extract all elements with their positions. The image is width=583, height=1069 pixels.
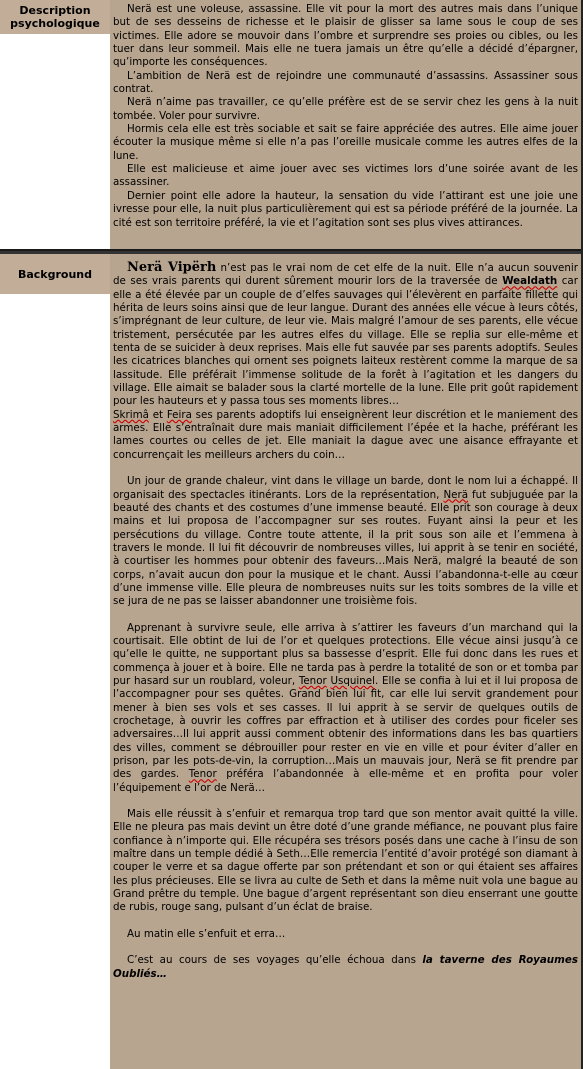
- description-paragraph: Elle est malicieuse et aime jouer avec ses victimes lors d’une soirée avant de les assassiner.: [113, 163, 578, 189]
- description-paragraph: Nerä est une voleuse, assassine. Elle vit pour la mort des autres mais dans l’unique but de ses desseins de richesse et le plaisir de glisser sa lame sous le coup de ses victimes. Elle adore se mouvoir dans l’ombre et surprendre ses proies ou cibles, ou les tuer dans leur sommeil. Mais elle ne tuera jamais un être qu’elle a décidé d’épargner, qu’importe les conséquences.: [113, 3, 578, 69]
- text-run: Un jour de grande chaleur, vint dans le village un barde, dont le nom lui a échappé. Il organisait des spectacles itinérants. Lors de la représentation,: [113, 475, 578, 501]
- mentor-surname: Usquinel: [330, 674, 375, 687]
- background-label: [0, 251, 110, 294]
- description-paragraph: L’ambition de Nerä est de rejoindre une communauté d’assassins. Assassiner sous contrat.: [113, 69, 578, 96]
- text-run: Apprenant à survivre seule, elle arriva à s’attirer les faveurs d’un marchand qui la courtisait. Elle obtint de lui de l’or et quelques protections. Elle vécue ainsi jusqu’à ce qu’elle le quitte, ne supportant plus sa bassesse d’esprit. Elle fui donc dans les rues et commença à jouer et à boire. Elle ne tarda pas à perdre la totalité de son or et tomba par pur hasard sur un roublard, voleur,: [113, 621, 578, 687]
- section-divider: [0, 251, 583, 254]
- mentor-name: Tenor: [298, 674, 327, 687]
- description-content: [110, 0, 581, 249]
- background-row: [0, 251, 581, 1069]
- text-run: fut subjuguée par la beauté des chants et des costumes d’une immense beauté. Elle prit son courage à deux mains et lui proposa de l’accompagner sur ses routes. Fuyant ainsi la peur et les persécutions du village. Contre toute attente, il la prit sous son aile et l’emmena à travers le monde. Il lui fit découvrir de nombreuses villes, lui apprit à se tenir en société, à courtiser les hommes pour obtenir des faveurs…Mais Nerä, malgré la beauté de son corps, n’avait aucun don pour la musique et le chant. Aussi l’abandonna-t-elle au cœur d’une immense ville. Elle pleura de nombreuses nuits sur les toits sombres de la ville et se jura de ne pas se laisser abandonner une troisième fois.: [113, 488, 579, 608]
- description-paragraph: Nerä n’aime pas travailler, ce qu’elle préfère est de se servir chez les gens à la nuit tombée. Voler pour survivre.: [113, 96, 578, 122]
- text-run: ses parents adoptifs lui enseignèrent leur discrétion et le maniement des armes. Elle s’entraînait dure mais maniait difficilement l’épée et la hache, préférant les lames courtes ou celles de jet. Elle maniait la dague avec une aisance effrayante et concurrençait les meilleurs archers du coin…: [113, 408, 579, 461]
- description-paragraph: Hormis cela elle est très sociable et sait se faire appréciée des autres. Elle aime jouer écouter la musique même si elle n’a pas l’oreille musicale comme les autres elfes de la lune.: [113, 123, 578, 162]
- description-row: [0, 0, 581, 249]
- text-run: C’est au cours de ses voyages qu’elle échoua dans: [127, 954, 416, 967]
- text-run: n’est pas le vrai nom de cet elfe de la nuit. Elle n’a aucun souvenir de ses vrais parents qui durent sûrement mourir lors de la traversée de: [113, 262, 578, 288]
- description-label-line1: Description: [19, 4, 91, 17]
- background-paragraph: Mais elle réussit à s’enfuir et remarqua trop tard que son mentor avait quitté la ville. Elle ne pleura pas mais devint un être doté d’une grande méfiance, ne pouvant plus faire confiance à n’importe qui. Elle récupéra ses trésors posés dans une cache à l’insu de son maître dans un temple dédié à Seth…Elle remercia l’entité d’avoir protégé son diamant à couper le verre et sa dague offerte par son prétendant et son or qui étaient ses affaires les plus précieuses. Elle se livra au culte de Seth et dans la même nuit vola une bague au Grand prêtre du temple. Une bague d’argent représentant son dieu enserrant une goutte de rubis, rouge sang, pulsant d’un éclat de braise.: [113, 808, 578, 914]
- parent-name: Skrimâ: [113, 408, 149, 421]
- background-paragraph: [113, 409, 578, 462]
- parent-name: Feira: [166, 408, 192, 421]
- mentor-name: Tenor: [188, 768, 217, 781]
- background-paragraph: [113, 261, 578, 409]
- description-label-line2: psychologique: [10, 17, 100, 30]
- tavern-name: la taverne des Royaumes Oubliés…: [113, 954, 578, 980]
- place-name: Wealdath: [502, 275, 558, 288]
- text-run: et: [152, 408, 164, 421]
- text-run: car elle a été élevée par un couple de d’elfes sauvages qui l’élevèrent en parfaite fillette qui hérita de leurs soins ainsi que de leur langue. Durant des années elle vécue à leurs côtés, s’imprégnant de leur culture, de leur vie. Mais malgré l’amour de ses parents, elle vécue tristement, persécutée par les autres elfes du village. Elle se replia sur elle-même et tenta de se suicider à deux reprises. Mais elle fut sauvée par ses parents adoptifs. Seules les cicatrices blanches qui ornent ses poignets laiteux restèrent comme la marque de sa lassitude. Elle préférait l’immense solitude de la forêt à l’agitation et les dangers du village. Elle aimait se balader sous la clarté mortelle de la lune. Elle prit goût rapidement pour les hauteurs et y passa tous ses moments libres…: [113, 275, 578, 408]
- background-paragraph: [113, 954, 578, 981]
- description-label: [0, 0, 110, 34]
- background-paragraph: [113, 622, 578, 795]
- background-paragraph: Au matin elle s’enfuit et erra…: [127, 927, 286, 940]
- character-name: Nerä Vipërh: [127, 260, 217, 275]
- text-run: préféra l’abandonnée à elle-même et en profita pour voler l’équipement e l’or de Nerä…: [113, 768, 578, 794]
- background-content: [110, 251, 581, 1069]
- background-label-text: Background: [17, 268, 93, 281]
- description-paragraph: Dernier point elle adore la hauteur, la sensation du vide l’attirant est une joie une ivresse pour elle, la nuit plus particulièrement qui est sa période préféré de la journée. La cité est son territoire préféré, la vie et l’agitation sont ses plus vives attirances.: [113, 189, 578, 229]
- text-run: . Elle se confia à lui et il lui proposa de l’accompagner pour ses quêtes. Grand bien lui fit, car elle lui servit grandement pour mener à bien ses vols et ses casses. Il lui apprit à se servir de quelques outils de crochetage, à ouvrir les coffres par effraction et à utiliser des cordes pour ficeler ses adversaires…Il lui apprit aussi comment obtenir des informations dans les bas quartiers des villes, comment se débrouiller pour rester en vie en ville et pour éviter d’aller en prison, par les pots-de-vin, la corruption…Mais un mauvais jour, Nerä se fit prendre par des gardes.: [113, 674, 578, 781]
- background-paragraph: [113, 475, 578, 608]
- character-name-ref: Nerä: [443, 488, 469, 501]
